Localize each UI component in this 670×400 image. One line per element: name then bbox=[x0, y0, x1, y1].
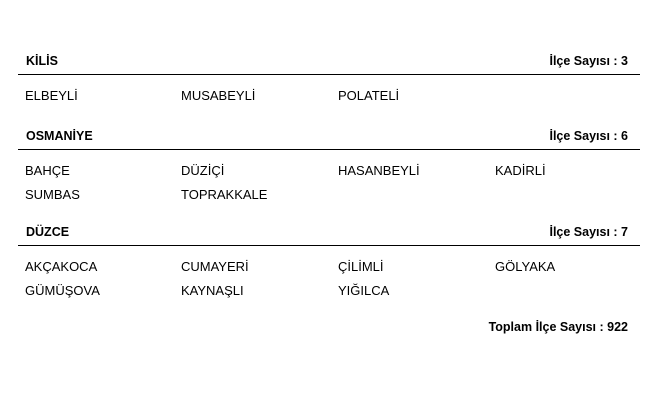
province-header bbox=[18, 221, 640, 246]
total-district-count: Toplam İlçe Sayısı : 922 bbox=[488, 320, 628, 334]
province-section-osmaniye bbox=[18, 125, 640, 202]
province-name: DÜZCE bbox=[26, 225, 70, 239]
district-item: YIĞILCA bbox=[338, 283, 390, 298]
district-item: TOPRAKKALE bbox=[181, 187, 268, 202]
province-header bbox=[18, 50, 640, 75]
district-item: ÇİLİMLİ bbox=[338, 259, 384, 274]
province-name: OSMANİYE bbox=[26, 129, 93, 143]
district-item: POLATELİ bbox=[338, 88, 400, 103]
district-item: MUSABEYLİ bbox=[181, 88, 256, 103]
district-item: ELBEYLİ bbox=[25, 88, 78, 103]
province-section-kilis bbox=[18, 50, 640, 103]
district-item: BAHÇE bbox=[25, 163, 70, 178]
district-count: İlçe Sayısı : 3 bbox=[549, 54, 628, 68]
district-item: DÜZİÇİ bbox=[181, 163, 225, 178]
district-item: KADİRLİ bbox=[495, 163, 546, 178]
district-item: SUMBAS bbox=[25, 187, 80, 202]
district-item: KAYNAŞLI bbox=[181, 283, 244, 298]
district-count: İlçe Sayısı : 6 bbox=[549, 129, 628, 143]
province-name: KİLİS bbox=[26, 54, 58, 68]
district-item: HASANBEYLİ bbox=[338, 163, 420, 178]
district-item: CUMAYERİ bbox=[181, 259, 249, 274]
province-header bbox=[18, 125, 640, 150]
province-section-duzce bbox=[18, 221, 640, 298]
district-item: GÖLYAKA bbox=[495, 259, 556, 274]
district-item: GÜMÜŞOVA bbox=[25, 283, 100, 298]
district-count: İlçe Sayısı : 7 bbox=[549, 225, 628, 239]
district-item: AKÇAKOCA bbox=[25, 259, 98, 274]
